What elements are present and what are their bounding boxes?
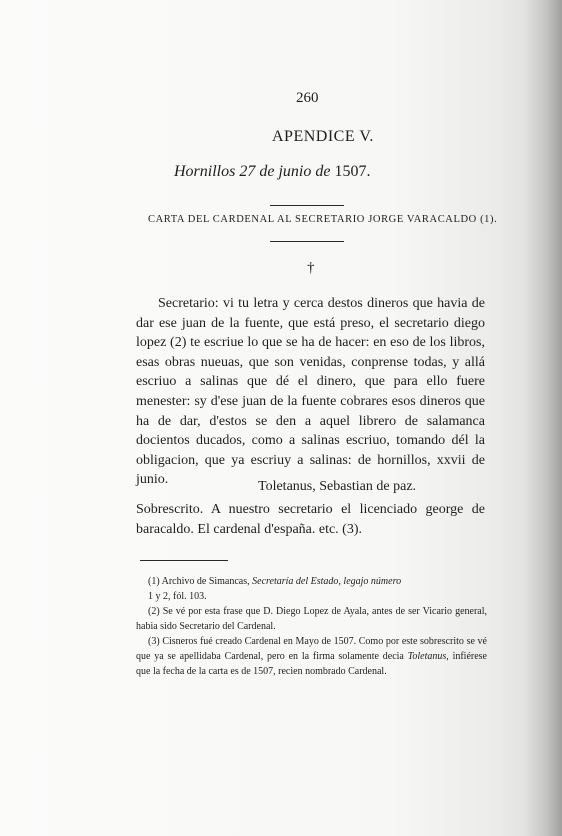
signature: Toletanus, Sebastian de paz.	[258, 479, 417, 494]
letter-paragraph: Secretario: vi tu letra y cerca destos dineros que havia de dar ese juan de la fuente, que está preso, el secretario diego lopez (2) te escriue lo que se ha de hacer: en eso de los libros, esas obras nueuas, que son venidas, conprense todas, y allá escriuo a salinas que dé el dinero, que para ello fuere menester: sy d'ese juan de la fuente cobrares esos dineros que ha de dar, d'estos se den a aquel librero de salamanca docientos ducados, como a salinas escriuo, tomando dél la obligacion, que ya escriuy a salinas: de hornillos, xxvii de junio.	[136, 296, 485, 488]
page-gutter-shadow	[524, 0, 562, 836]
footnote-2-text: (2) Se vé por esta frase que D. Diego Lopez de Ayala, antes de ser Vicario general, habia sido Secretario del Cardenal.	[136, 606, 487, 632]
footnote-1-rest: 1 y 2, fól. 103.	[148, 591, 207, 602]
footnote-3-italic: Toletanus,	[407, 651, 449, 662]
footnotes	[136, 574, 487, 679]
dateline	[174, 163, 370, 181]
footnote-3-a: (3) Cisneros fué creado Cardenal en Mayo de 1507. Como por este sobrescrito se vé que ya se apellidaba Cardenal, pero en la firma solamente decia	[136, 636, 487, 662]
footnote-1-prefix: (1) Archivo de Simancas,	[148, 576, 250, 587]
footnote-1	[148, 574, 487, 589]
page-number: 260	[296, 90, 319, 106]
footnote-1-cont	[148, 589, 487, 604]
letter-body	[136, 294, 485, 490]
rule-bottom	[270, 241, 344, 242]
superscription: Sobrescrito. A nuestro secretario el licenciado george de baracaldo. El cardenal d'españa. etc. (3).	[136, 502, 485, 537]
letter-heading: CARTA DEL CARDENAL AL SECRETARIO JORGE VARACALDO (1).	[148, 214, 498, 225]
dateline-place: Hornillos	[174, 163, 236, 180]
dateline-date: 27 de junio de	[239, 163, 331, 180]
cross-symbol: †	[307, 260, 315, 276]
footnote-3	[136, 634, 487, 679]
footnote-rule	[140, 560, 228, 561]
rule-top	[270, 205, 344, 206]
footnote-3-b: infiérese que la fecha de la carta es de 1507, recien nombrado Cardenal.	[136, 651, 487, 677]
footnote-1-italic: Secretaría del Estado, legajo número	[252, 576, 402, 587]
dateline-year: 1507.	[334, 163, 371, 180]
appendix-title: APENDICE V.	[272, 128, 374, 145]
footnote-2	[136, 604, 487, 634]
